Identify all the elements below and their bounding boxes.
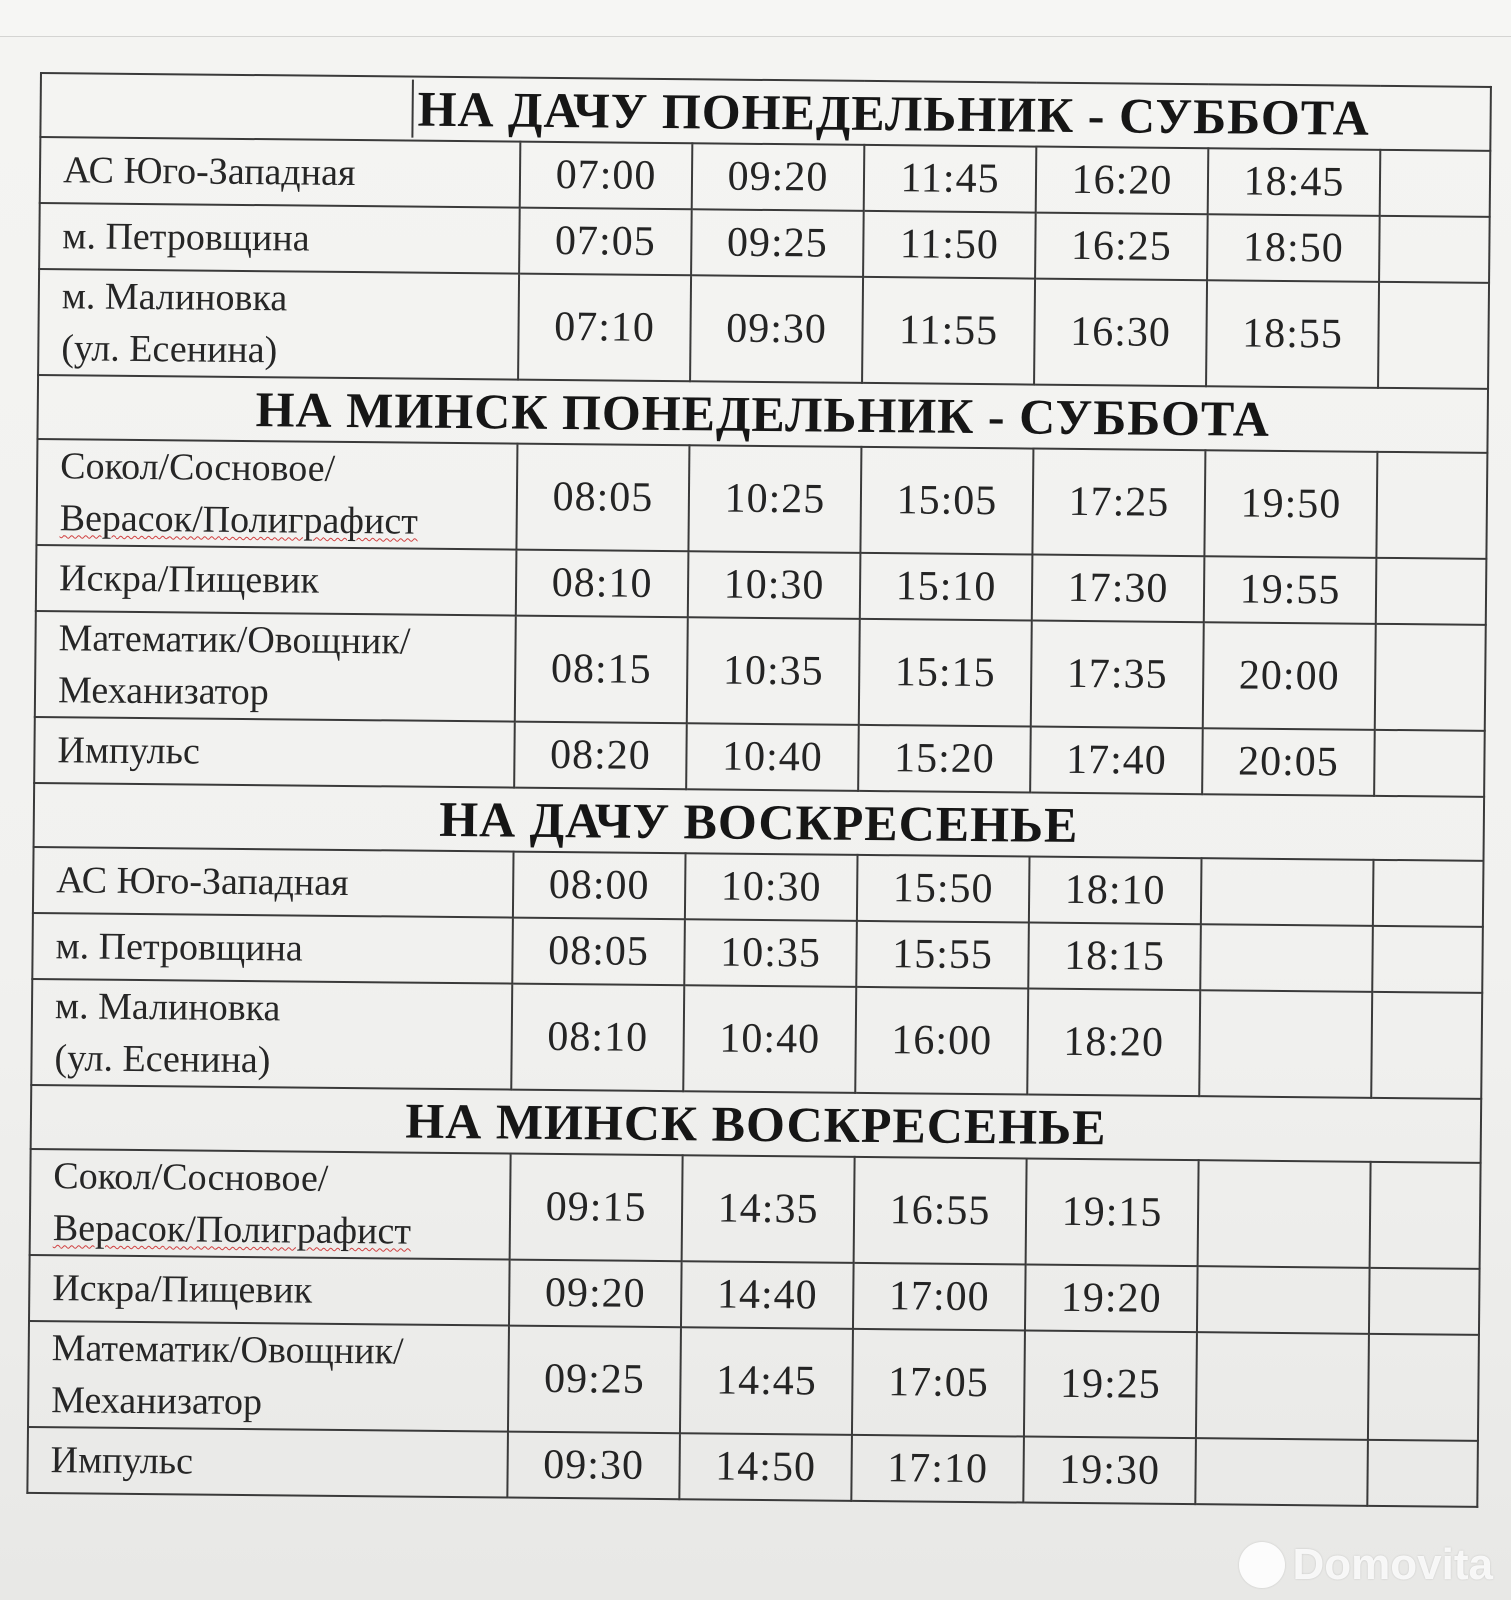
empty-cell [1379, 216, 1490, 283]
departure-time: 18:50 [1207, 214, 1380, 282]
departure-time: 10:40 [683, 985, 856, 1093]
departure-time: 14:35 [682, 1155, 855, 1263]
stop-name-cell [36, 545, 517, 616]
stop-name-line: Механизатор [51, 1379, 263, 1424]
departure-time: 08:10 [516, 550, 689, 618]
departure-time: 14:40 [681, 1261, 854, 1329]
departure-time: 15:05 [860, 447, 1033, 555]
stop-name-cell [40, 137, 521, 208]
page-top-edge [0, 0, 1511, 37]
timetable-sheet [26, 72, 1511, 1508]
stop-name-line: м. Петровщина [62, 215, 310, 260]
departure-time: 07:05 [519, 208, 692, 276]
stop-name-line: Искра/Пищевик [58, 557, 320, 602]
departure-time: 08:05 [516, 444, 689, 552]
departure-time [1197, 1266, 1370, 1334]
departure-time: 17:35 [1031, 621, 1204, 729]
departure-time: 19:30 [1023, 1437, 1196, 1505]
stop-name-line: Искра/Пищевик [52, 1267, 313, 1312]
timetable-row [31, 979, 1482, 1099]
stop-name-line: (ул. Есенина) [54, 1037, 271, 1082]
empty-cell [1378, 282, 1489, 389]
departure-time: 09:20 [692, 143, 865, 211]
departure-time: 08:00 [513, 852, 686, 920]
stop-name-line: м. Петровщина [55, 925, 303, 970]
stop-name-line: Сокол/Сосновое/ [53, 1155, 329, 1200]
departure-time [1196, 1332, 1369, 1440]
stop-name-cell [32, 913, 513, 984]
departure-time: 08:05 [512, 918, 685, 986]
departure-time: 15:55 [856, 921, 1029, 989]
stop-name-line: Механизатор [57, 669, 269, 714]
departure-time: 10:30 [685, 853, 858, 921]
departure-time: 19:20 [1025, 1265, 1198, 1333]
empty-cell [1371, 992, 1482, 1099]
stop-name-cell [33, 847, 514, 918]
empty-cell [1369, 1268, 1480, 1335]
departure-time [1199, 990, 1372, 1098]
departure-time: 17:00 [853, 1263, 1026, 1331]
stop-name-line: м. Малиновка [54, 985, 281, 1030]
stop-name-line: (ул. Есенина) [61, 327, 278, 372]
departure-time: 10:40 [686, 723, 859, 791]
departure-time: 19:15 [1026, 1159, 1199, 1267]
section-title: НА ДАЧУ ПОНЕДЕЛЬНИК - СУББОТА [411, 80, 1370, 147]
departure-time: 15:20 [858, 725, 1031, 793]
watermark-text: Domovita [1292, 1540, 1493, 1589]
departure-time: 19:50 [1204, 450, 1377, 558]
stop-name-cell [29, 1255, 510, 1326]
stop-name-line: Импульс [57, 729, 201, 773]
stop-name-line: Верасок/Полиграфист [52, 1207, 412, 1253]
stop-name-cell [31, 979, 512, 1090]
departure-time: 18:15 [1028, 923, 1201, 991]
departure-time: 09:20 [509, 1260, 682, 1328]
bus-timetable [26, 72, 1492, 1508]
departure-time: 11:50 [863, 211, 1036, 279]
departure-time: 07:00 [520, 142, 693, 210]
departure-time: 10:35 [687, 617, 860, 725]
section-title: НА МИНСК ВОСКРЕСЕНЬЕ [405, 1092, 1107, 1156]
stop-name-cell [39, 203, 520, 274]
stop-name-cell [30, 1149, 511, 1260]
departure-time: 08:10 [511, 984, 684, 1092]
departure-time: 19:25 [1024, 1331, 1197, 1439]
departure-time: 18:55 [1206, 280, 1379, 388]
timetable-row [38, 269, 1489, 389]
departure-time: 18:10 [1029, 857, 1202, 925]
departure-time: 20:00 [1203, 622, 1376, 730]
departure-time: 15:15 [859, 619, 1032, 727]
empty-cell [1372, 926, 1483, 993]
departure-time: 11:55 [862, 277, 1035, 385]
watermark-circle-icon [1239, 1542, 1285, 1588]
departure-time: 09:30 [507, 1432, 680, 1500]
timetable-row [28, 1321, 1479, 1441]
section-title: НА МИНСК ПОНЕДЕЛЬНИК - СУББОТА [255, 381, 1271, 447]
stop-name-cell [28, 1321, 509, 1432]
empty-cell [1367, 1440, 1478, 1507]
departure-time: 16:55 [854, 1157, 1027, 1265]
stop-name-line: Математик/Овощник/ [51, 1327, 404, 1373]
departure-time: 10:30 [688, 551, 861, 619]
stop-name-cell [38, 269, 519, 380]
stop-name-line: АС Юго-Западная [62, 149, 356, 195]
departure-time: 10:25 [688, 445, 861, 553]
departure-time [1195, 1438, 1368, 1506]
empty-cell [1375, 624, 1486, 731]
stop-name-line: АС Юго-Западная [56, 859, 349, 904]
empty-cell [1373, 860, 1484, 927]
departure-time: 09:30 [690, 275, 863, 383]
departure-time: 16:00 [855, 987, 1028, 1095]
departure-time: 14:50 [679, 1433, 852, 1501]
empty-cell [1376, 452, 1487, 559]
departure-time: 07:10 [518, 274, 691, 382]
stop-name-line: Сокол/Сосновое/ [60, 445, 336, 490]
stop-name-cell [36, 439, 517, 550]
departure-time: 16:25 [1035, 213, 1208, 281]
departure-time: 20:05 [1202, 728, 1375, 796]
empty-cell [1380, 150, 1491, 217]
stop-name-line: Верасок/Полиграфист [59, 497, 418, 543]
departure-time: 08:20 [514, 722, 687, 790]
departure-time [1200, 924, 1373, 992]
stop-name-cell [34, 717, 515, 788]
departure-time: 11:45 [864, 145, 1037, 213]
watermark-logo [1239, 1540, 1493, 1590]
stop-name-line: Импульс [50, 1439, 194, 1483]
departure-time: 17:30 [1032, 555, 1205, 623]
departure-time: 10:35 [684, 919, 857, 987]
departure-time: 15:10 [860, 553, 1033, 621]
departure-time: 18:45 [1208, 148, 1381, 216]
stop-name-line: Математик/Овощник/ [58, 617, 411, 663]
empty-cell [1376, 558, 1487, 625]
departure-time: 17:40 [1030, 727, 1203, 795]
empty-cell [1368, 1334, 1479, 1441]
timetable-row [36, 439, 1487, 559]
departure-time: 14:45 [680, 1327, 853, 1435]
departure-time: 16:30 [1034, 279, 1207, 387]
timetable-row [35, 611, 1486, 731]
departure-time: 17:10 [851, 1435, 1024, 1503]
departure-time: 08:15 [515, 616, 688, 724]
departure-time: 18:20 [1027, 989, 1200, 1097]
departure-time: 17:25 [1032, 449, 1205, 557]
section-title: НА ДАЧУ ВОСКРЕСЕНЬЕ [439, 790, 1079, 854]
departure-time: 19:55 [1204, 556, 1377, 624]
departure-time: 09:25 [508, 1326, 681, 1434]
empty-cell [1370, 1162, 1481, 1269]
departure-time: 09:25 [691, 209, 864, 277]
timetable-row [30, 1149, 1481, 1269]
departure-time: 17:05 [852, 1329, 1025, 1437]
departure-time: 16:20 [1036, 147, 1209, 215]
departure-time [1201, 858, 1374, 926]
stop-name-cell [35, 611, 516, 722]
departure-time: 09:15 [510, 1154, 683, 1262]
empty-cell [1374, 730, 1485, 797]
departure-time [1198, 1160, 1371, 1268]
stop-name-cell [27, 1427, 508, 1498]
stop-name-line: м. Малиновка [61, 275, 288, 320]
departure-time: 15:50 [857, 855, 1030, 923]
timetable-row [27, 1427, 1478, 1507]
